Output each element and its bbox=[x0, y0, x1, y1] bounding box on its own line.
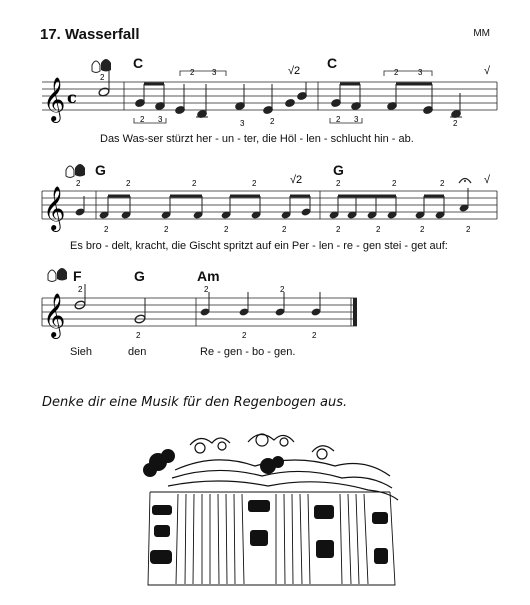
svg-text:3: 3 bbox=[418, 68, 423, 77]
lyrics-line-1: Das Was-ser stürzt her - un - ter, die Höl - len - schlucht hin - ab. bbox=[100, 133, 414, 145]
svg-text:2: 2 bbox=[312, 331, 317, 340]
svg-text:2: 2 bbox=[252, 179, 257, 188]
svg-text:2: 2 bbox=[392, 179, 397, 188]
svg-text:2: 2 bbox=[394, 68, 399, 77]
svg-text:2: 2 bbox=[466, 225, 471, 234]
svg-text:3: 3 bbox=[212, 68, 217, 77]
chord-label: F bbox=[73, 268, 82, 284]
svg-text:2: 2 bbox=[126, 179, 131, 188]
lyrics-word: Re - gen - bo - gen. bbox=[200, 346, 296, 358]
lyrics-line-2: Es bro - delt, kracht, die Gischt spritzt auf ein Per - len - re - gen stei - get auf: bbox=[70, 240, 448, 252]
svg-text:2: 2 bbox=[282, 225, 287, 234]
svg-text:2: 2 bbox=[376, 225, 381, 234]
lyrics-word: den bbox=[128, 346, 147, 358]
svg-text:2: 2 bbox=[280, 285, 285, 294]
svg-text:3: 3 bbox=[240, 119, 245, 128]
svg-text:2: 2 bbox=[336, 225, 341, 234]
check-icon: √2 bbox=[288, 65, 301, 77]
check-icon: √2 bbox=[290, 174, 303, 186]
treble-clef-icon: 𝄞 bbox=[43, 186, 66, 230]
lyrics-word: Sieh bbox=[70, 346, 93, 358]
svg-text:2: 2 bbox=[78, 285, 83, 294]
svg-text:3: 3 bbox=[158, 115, 163, 124]
svg-text:2: 2 bbox=[224, 225, 229, 234]
activity-prompt: Denke dir eine Musik für den Regenbogen aus. bbox=[42, 395, 348, 410]
chord-label: G bbox=[333, 162, 344, 178]
check-icon: √ bbox=[484, 174, 491, 186]
svg-text:2: 2 bbox=[453, 119, 458, 128]
common-time-icon: c bbox=[67, 88, 77, 107]
chord-label: G bbox=[95, 162, 106, 178]
svg-text:2: 2 bbox=[440, 179, 445, 188]
treble-clef-icon: 𝄞 bbox=[43, 77, 66, 121]
treble-clef-icon: 𝄞 bbox=[43, 293, 66, 337]
svg-text:2: 2 bbox=[420, 225, 425, 234]
svg-text:2: 2 bbox=[204, 285, 209, 294]
svg-text:2: 2 bbox=[270, 117, 275, 126]
svg-text:2: 2 bbox=[336, 179, 341, 188]
svg-text:2: 2 bbox=[190, 68, 195, 77]
svg-text:2: 2 bbox=[76, 179, 81, 188]
chord-label: C bbox=[327, 55, 338, 71]
chord-label: C bbox=[133, 55, 144, 71]
svg-text:2: 2 bbox=[336, 115, 341, 124]
svg-text:2: 2 bbox=[136, 331, 141, 340]
svg-text:2: 2 bbox=[104, 225, 109, 234]
svg-text:3: 3 bbox=[354, 115, 359, 124]
song-title: 17. Wasserfall bbox=[40, 26, 140, 43]
svg-text:2: 2 bbox=[140, 115, 145, 124]
svg-text:2: 2 bbox=[100, 73, 105, 82]
svg-text:2: 2 bbox=[242, 331, 247, 340]
chord-label: Am bbox=[197, 268, 220, 284]
chord-label: G bbox=[134, 268, 145, 284]
song-author: MM bbox=[473, 28, 490, 39]
svg-text:2: 2 bbox=[192, 179, 197, 188]
svg-text:2: 2 bbox=[164, 225, 169, 234]
check-icon: √ bbox=[484, 65, 491, 77]
